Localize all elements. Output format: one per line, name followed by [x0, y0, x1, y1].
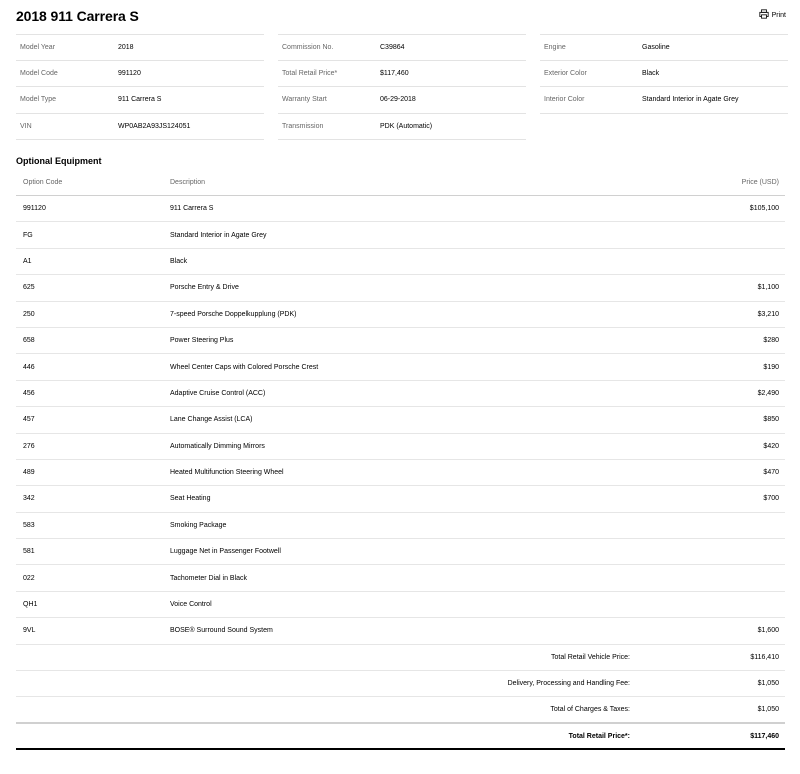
- option-code-cell: 022: [23, 574, 35, 582]
- table-row: [16, 381, 785, 407]
- summary-label: Total Retail Vehicle Price:: [551, 653, 630, 661]
- page-title: 2018 911 Carrera S: [16, 8, 139, 24]
- summary-value: $116,410: [750, 653, 779, 661]
- price-cell: $1,100: [757, 284, 779, 292]
- total-label: Total Retail Price*:: [568, 732, 630, 740]
- info-value: 911 Carrera S: [118, 96, 162, 104]
- print-label: Print: [771, 11, 786, 19]
- price-cell: $1,600: [757, 627, 779, 635]
- price-cell: $3,210: [757, 310, 779, 318]
- option-code-cell: 583: [23, 521, 35, 529]
- summary-row: [16, 697, 785, 723]
- vehicle-info-column-1: [16, 34, 264, 140]
- table-row: [16, 249, 785, 275]
- summary-label: Delivery, Processing and Handling Fee:: [507, 680, 630, 688]
- description-cell: Standard Interior in Agate Grey: [170, 231, 267, 239]
- option-code-cell: 658: [23, 337, 35, 345]
- option-code-cell: FG: [23, 231, 33, 239]
- price-cell: $850: [763, 416, 779, 424]
- option-code-cell: QH1: [23, 601, 38, 609]
- option-code-cell: 276: [23, 442, 35, 450]
- info-value: $117,460: [380, 69, 409, 77]
- summary-value: $1,050: [757, 680, 779, 688]
- summary-label: Total of Charges & Taxes:: [550, 706, 630, 714]
- description-cell: Tachometer Dial in Black: [170, 574, 248, 582]
- column-header-option-code: Option Code: [23, 179, 63, 186]
- price-cell: $470: [763, 469, 779, 477]
- table-row: [16, 618, 785, 644]
- table-row: [16, 434, 785, 460]
- option-code-cell: 456: [23, 389, 35, 397]
- option-code-cell: 991120: [23, 205, 46, 213]
- info-row-exterior-color: [540, 61, 788, 88]
- total-value: $117,460: [750, 732, 779, 740]
- info-label: Commission No.: [282, 43, 334, 51]
- description-cell: Adaptive Cruise Control (ACC): [170, 389, 266, 397]
- table-row: [16, 565, 785, 591]
- info-row-warranty-start: [278, 87, 526, 114]
- description-cell: Smoking Package: [170, 521, 227, 529]
- table-row: [16, 407, 785, 433]
- table-body: [16, 196, 785, 645]
- info-value: 991120: [118, 69, 141, 77]
- option-code-cell: 446: [23, 363, 35, 371]
- info-row-model-code: [16, 61, 264, 88]
- info-value: Standard Interior in Agate Grey: [642, 96, 739, 104]
- table-row: [16, 196, 785, 222]
- section-title-optional-equipment: Optional Equipment: [16, 156, 102, 166]
- table-row: [16, 460, 785, 486]
- info-value: 2018: [118, 43, 134, 51]
- info-label: Model Code: [20, 69, 58, 77]
- description-cell: Seat Heating: [170, 495, 211, 503]
- option-code-cell: 581: [23, 548, 35, 556]
- info-row-engine: [540, 34, 788, 61]
- description-cell: Lane Change Assist (LCA): [170, 416, 253, 424]
- description-cell: Automatically Dimming Mirrors: [170, 442, 265, 450]
- info-value: PDK (Automatic): [380, 122, 433, 130]
- price-cell: $700: [763, 495, 779, 503]
- table-row: [16, 592, 785, 618]
- info-label: Transmission: [282, 122, 324, 130]
- table-row: [16, 328, 785, 354]
- info-row-interior-color: [540, 87, 788, 114]
- optional-equipment-table: [16, 170, 785, 750]
- total-retail-price-row: [16, 724, 785, 750]
- option-code-cell: 457: [23, 416, 35, 424]
- info-row-commission-no: [278, 34, 526, 61]
- info-row-vin: [16, 114, 264, 141]
- info-value: WP0AB2A93JS124051: [118, 122, 191, 130]
- price-cell: $420: [763, 442, 779, 450]
- info-value: C39864: [380, 43, 405, 51]
- summary-value: $1,050: [757, 706, 779, 714]
- column-header-price: Price (USD): [741, 179, 779, 186]
- table-row: [16, 275, 785, 301]
- info-row-model-year: [16, 34, 264, 61]
- price-cell: $280: [763, 337, 779, 345]
- description-cell: Porsche Entry & Drive: [170, 284, 239, 292]
- info-label: VIN: [20, 122, 32, 130]
- print-button[interactable]: [759, 9, 786, 21]
- info-value: Black: [642, 69, 660, 77]
- description-cell: Luggage Net in Passenger Footwell: [170, 548, 281, 556]
- info-label: Total Retail Price*: [282, 69, 338, 77]
- option-code-cell: 489: [23, 469, 35, 477]
- table-row: [16, 539, 785, 565]
- info-row-total-retail-price: [278, 61, 526, 88]
- description-cell: BOSE® Surround Sound System: [170, 627, 273, 635]
- description-cell: Voice Control: [170, 601, 212, 609]
- table-row: [16, 513, 785, 539]
- description-cell: 7-speed Porsche Doppelkupplung (PDK): [170, 310, 297, 318]
- table-header: [16, 170, 785, 196]
- table-row: [16, 354, 785, 380]
- info-value: Gasoline: [642, 43, 670, 51]
- info-label: Exterior Color: [544, 69, 587, 77]
- summary-row: [16, 671, 785, 697]
- option-code-cell: 250: [23, 310, 35, 318]
- table-row: [16, 486, 785, 512]
- vehicle-info-column-3: [540, 34, 788, 114]
- option-code-cell: A1: [23, 257, 32, 265]
- info-row-transmission: [278, 114, 526, 141]
- info-label: Engine: [544, 43, 566, 51]
- table-row: [16, 222, 785, 248]
- info-label: Model Year: [20, 43, 56, 51]
- info-label: Warranty Start: [282, 96, 327, 104]
- price-cell: $190: [763, 363, 779, 371]
- table-row: [16, 302, 785, 328]
- description-cell: Power Steering Plus: [170, 337, 234, 345]
- description-cell: Wheel Center Caps with Colored Porsche Crest: [170, 363, 319, 371]
- info-value: 06-29-2018: [380, 96, 416, 104]
- column-header-description: Description: [170, 179, 206, 186]
- description-cell: Black: [170, 257, 188, 265]
- summary-section: [16, 645, 785, 724]
- info-label: Interior Color: [544, 96, 585, 104]
- option-code-cell: 342: [23, 495, 35, 503]
- description-cell: 911 Carrera S: [170, 205, 214, 213]
- price-cell: $105,100: [749, 205, 779, 213]
- option-code-cell: 625: [23, 284, 35, 292]
- price-cell: $2,490: [757, 389, 779, 397]
- printer-icon: [759, 9, 769, 21]
- info-row-model-type: [16, 87, 264, 114]
- description-cell: Heated Multifunction Steering Wheel: [170, 469, 284, 477]
- vehicle-info-column-2: [278, 34, 526, 140]
- info-label: Model Type: [20, 96, 57, 104]
- summary-row: [16, 645, 785, 671]
- option-code-cell: 9VL: [23, 627, 36, 635]
